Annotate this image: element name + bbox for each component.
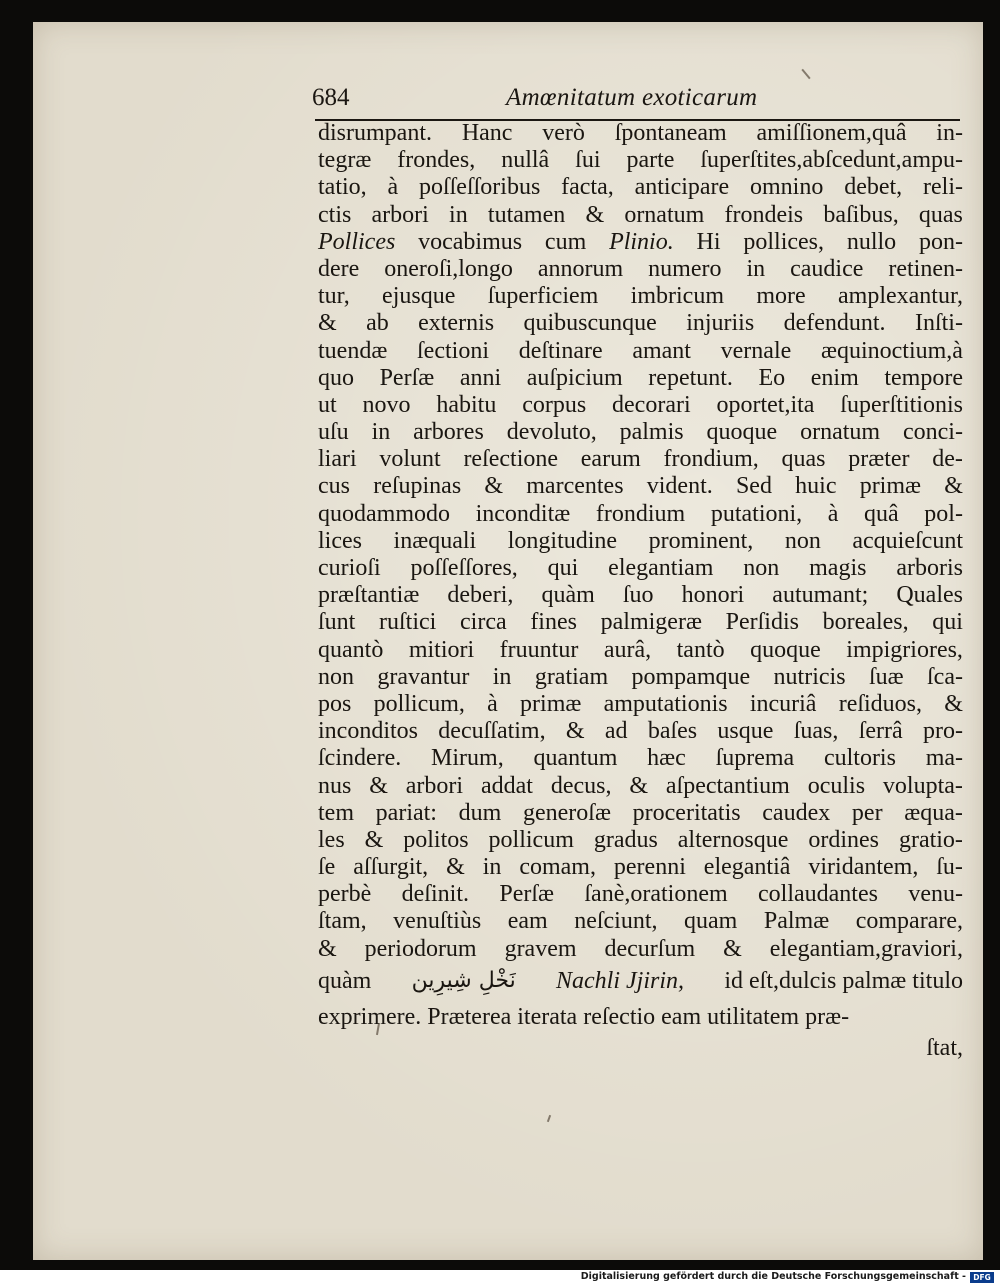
word: neſciunt,: [574, 908, 658, 935]
text-line: [318, 582, 963, 609]
word: defendunt.: [783, 310, 886, 337]
word: more: [756, 283, 806, 310]
word: retinen-: [888, 255, 963, 282]
word: externis: [418, 310, 495, 337]
word: ab: [366, 310, 389, 337]
word: primæ: [520, 690, 582, 717]
word: pariat:: [375, 799, 437, 826]
word: habitu: [436, 391, 497, 418]
word: autumant;: [772, 582, 869, 609]
word: amputationis: [603, 690, 728, 717]
word: imbricum: [630, 283, 724, 310]
word: à: [827, 500, 839, 527]
word: repetunt.: [648, 364, 733, 391]
word: ſpontaneam: [614, 120, 727, 146]
word: volunt: [379, 446, 441, 473]
word: debet,: [844, 174, 903, 201]
text-line-last: exprimere. Præterea iterata reſectio eam utilitatem præ-: [318, 1003, 850, 1030]
word: arbori: [371, 201, 429, 228]
text-line: [318, 827, 963, 854]
word: comam,: [519, 854, 596, 881]
text-line: [318, 637, 963, 664]
word: frondium: [595, 500, 686, 527]
word: caudice: [790, 255, 864, 282]
word: ſuæ: [868, 663, 904, 690]
word: quantò: [318, 636, 384, 663]
word: non: [743, 555, 780, 581]
word: Perſæ: [379, 364, 435, 391]
word: circa: [460, 609, 507, 636]
word: &: [369, 772, 388, 799]
word: quantum: [533, 745, 618, 772]
word: elegantiam,graviori,: [769, 935, 963, 962]
text-line: [318, 338, 963, 365]
word: inæquali: [393, 527, 477, 554]
word: ctis: [318, 201, 352, 228]
text-line: [318, 310, 963, 337]
word: quibuscunque: [523, 310, 657, 337]
word: acquieſcunt: [852, 527, 963, 554]
word: boreales,: [822, 609, 909, 636]
word: primæ: [859, 473, 922, 500]
word: Mirum,: [431, 745, 504, 772]
paper-speck: [801, 69, 810, 79]
text-line: [318, 174, 963, 201]
word: arbori: [405, 772, 464, 799]
word: &: [446, 854, 465, 881]
word: poſſeſſores,: [410, 555, 518, 581]
word: gravantur: [377, 663, 470, 690]
word: perbè: [318, 881, 372, 908]
word: collaudantes: [758, 881, 878, 908]
word: ſunt: [318, 609, 356, 636]
word: oculis: [807, 772, 866, 799]
word: præter: [848, 446, 910, 473]
word: lices: [318, 527, 362, 554]
word: arbores: [413, 419, 484, 446]
word: anticipare: [634, 174, 730, 201]
text-line: [318, 147, 963, 174]
word: pompamque: [631, 663, 751, 690]
word: prominent,: [648, 527, 754, 554]
word: frondeis: [724, 201, 804, 228]
text-line: [318, 392, 963, 419]
word: disrumpant.: [318, 120, 432, 146]
word: dere: [318, 255, 360, 282]
word: volupta-: [882, 772, 963, 799]
word: proceritatis: [632, 799, 741, 826]
word: palmigeræ: [600, 609, 702, 636]
word: uſu: [318, 419, 349, 446]
word: pollicum,: [373, 690, 465, 717]
word: ſuperſtitionis: [840, 391, 963, 418]
word: baſibus,: [823, 201, 899, 228]
word: gravem: [504, 935, 577, 962]
word: periodorum: [364, 935, 477, 962]
word: reſupinas: [373, 473, 462, 500]
word: &: [629, 772, 649, 799]
word: honori: [681, 582, 745, 609]
word: æquinoctium,à: [820, 337, 963, 364]
word: ſuas,: [793, 718, 839, 745]
word: Plinio.: [609, 228, 674, 255]
word: quodammodo: [318, 500, 450, 527]
word: conci-: [902, 419, 963, 446]
page-header-title: Amœnitatum exoticarum: [506, 84, 758, 111]
word: in: [492, 663, 512, 690]
word: quoque: [706, 419, 778, 446]
word: viridantem,: [808, 854, 919, 881]
word: qui: [547, 555, 579, 581]
word: generoſæ: [523, 799, 611, 826]
word: præſtantiæ: [318, 582, 420, 609]
word: Quales: [896, 582, 963, 609]
word: venu-: [908, 881, 963, 908]
word: qui: [932, 609, 963, 636]
word: huic: [795, 473, 837, 500]
text-line: [318, 555, 963, 582]
text-line-arabic: [318, 963, 963, 999]
word: tuendæ: [318, 337, 388, 364]
word: frondes,: [397, 147, 476, 174]
word: putationi,: [710, 500, 803, 527]
word: novo: [362, 391, 411, 418]
word: impigriores,: [846, 636, 963, 663]
text-line: [318, 936, 963, 963]
word: quoque: [750, 636, 821, 663]
word: per: [851, 799, 883, 826]
word: aſpectantium: [665, 772, 790, 799]
word: in: [449, 201, 468, 228]
word: pollices,: [743, 228, 825, 255]
word: pro-: [922, 718, 963, 745]
word: ſcindere.: [318, 745, 402, 772]
word: ornatum: [800, 419, 881, 446]
word: ornatum: [624, 201, 705, 228]
word: &: [318, 935, 337, 962]
word: quàm: [541, 582, 595, 609]
word: amplexantur,: [838, 283, 963, 310]
word: politos: [403, 826, 469, 853]
word: gradus: [593, 826, 658, 853]
word: in-: [936, 120, 963, 146]
text-line: [318, 881, 963, 908]
word: ſuprema: [715, 745, 795, 772]
word: longitudine: [507, 527, 618, 554]
word: æqua-: [904, 799, 963, 826]
word: in: [746, 255, 766, 282]
word: Hanc: [461, 120, 513, 146]
word: Sed: [735, 473, 772, 500]
word: &: [585, 201, 605, 228]
word: &: [944, 473, 963, 500]
word: tempore: [884, 364, 963, 391]
word: poſſeſſoribus: [418, 174, 541, 201]
word: vocabimus: [418, 228, 523, 255]
arabic-phrase: نَخْلِ شِيرِين: [411, 967, 516, 993]
word: venuſtiùs: [393, 908, 482, 935]
word: tatio,: [318, 174, 367, 201]
word: facta,: [561, 174, 614, 201]
text-line: [318, 854, 963, 881]
text-line: [318, 718, 963, 745]
word: &: [364, 826, 384, 853]
text-line: [318, 202, 963, 229]
word: frondium,: [663, 446, 759, 473]
word: Eo: [758, 364, 786, 391]
word: omnino: [750, 174, 824, 201]
word: deſtinare: [518, 337, 603, 364]
word: devoluto,: [506, 419, 597, 446]
word: nutricis: [773, 663, 846, 690]
word: curioſi: [318, 555, 381, 581]
word: ad: [604, 718, 628, 745]
text-line: [318, 120, 963, 147]
word: decus,: [550, 772, 612, 799]
running-head: [312, 84, 962, 120]
word: auſpicium: [526, 364, 623, 391]
word: reſectione: [463, 446, 559, 473]
text-line: [318, 473, 963, 500]
word: deſinit.: [401, 881, 469, 908]
word: quâ: [864, 500, 899, 527]
text-line: [318, 501, 963, 528]
text-line: [318, 800, 963, 827]
word: ſe: [318, 854, 336, 881]
word: ruſtici: [379, 609, 437, 636]
text-line: [318, 446, 963, 473]
word: perenni: [613, 854, 686, 881]
word: nus: [318, 772, 352, 799]
word: Pollices: [318, 228, 396, 255]
word: elegantiam: [608, 555, 714, 581]
word: magis: [809, 555, 867, 581]
word: gratio-: [898, 826, 963, 853]
word: &: [565, 718, 585, 745]
word: eam: [507, 908, 548, 935]
word: arboris: [896, 555, 963, 581]
word: palmis: [619, 419, 684, 446]
word: numero: [648, 255, 722, 282]
word: non: [784, 527, 821, 554]
word: deberi,: [447, 582, 514, 609]
word: ſca-: [927, 663, 963, 690]
word: quàm: [318, 967, 372, 994]
word: anni: [459, 364, 502, 391]
word: Perſidis: [725, 609, 799, 636]
word: tem: [318, 799, 354, 826]
word: Palmæ: [763, 908, 830, 935]
word: &: [318, 310, 337, 337]
word: cus: [318, 473, 350, 500]
word: reſiduos,: [838, 690, 923, 717]
word: inconditos: [318, 718, 418, 745]
word: injuriis: [686, 310, 755, 337]
word: ſanè,orationem: [584, 881, 728, 908]
word: quas: [918, 201, 963, 228]
word: comparare,: [855, 908, 963, 935]
word: ordines: [808, 826, 879, 853]
word: les: [318, 826, 345, 853]
word: aſſurgit,: [353, 854, 429, 881]
text-line: [318, 609, 963, 636]
word: vernale: [720, 337, 792, 364]
word: tantò: [676, 636, 725, 663]
word: de-: [932, 446, 963, 473]
word: &: [944, 690, 963, 717]
word: oneroſi,longo: [384, 255, 513, 282]
text-line: [318, 419, 963, 446]
text-line: [318, 528, 963, 555]
word: fines: [530, 609, 577, 636]
word: corpus: [522, 391, 587, 418]
word: cultoris: [823, 745, 896, 772]
word: nullâ: [501, 147, 550, 174]
word: inconditæ: [475, 500, 571, 527]
word: tutamen: [487, 201, 566, 228]
word: enim: [810, 364, 859, 391]
word: non: [318, 663, 354, 690]
word: baſes: [647, 718, 698, 745]
word: amiſſionem,quâ: [756, 120, 907, 146]
word: decorari: [612, 391, 691, 418]
word: dum: [458, 799, 502, 826]
text-line: [318, 745, 963, 772]
word: ſui: [575, 147, 601, 174]
page-number: 684: [312, 84, 350, 111]
word: nullo: [846, 228, 897, 255]
dfg-logo: DFG: [970, 1272, 994, 1283]
word: Inſti-: [914, 310, 963, 337]
word: in: [371, 419, 391, 446]
word: annorum: [537, 255, 624, 282]
paper-speck: [547, 1115, 551, 1122]
word: decuſſatim,: [438, 718, 546, 745]
word: ſuperficiem: [487, 283, 599, 310]
word: ſectioni: [417, 337, 489, 364]
word: addat: [480, 772, 533, 799]
word: pol-: [924, 500, 963, 527]
word: gratiam: [534, 663, 609, 690]
word: incuriâ: [749, 690, 817, 717]
transliteration: Nachli Jjirin,: [556, 967, 685, 994]
text-line: [318, 229, 963, 256]
text-line: [318, 908, 963, 935]
word: &: [723, 935, 742, 962]
word: tur,: [318, 283, 350, 310]
word: quas: [781, 446, 826, 473]
word: cum: [544, 228, 587, 255]
text-line: [318, 664, 963, 691]
word: ſuperſtites,abſcedunt,ampu-: [700, 147, 963, 174]
word: elegantiâ: [703, 854, 791, 881]
word: à: [387, 174, 399, 201]
word: pon-: [918, 228, 963, 255]
body-text: [318, 120, 963, 1062]
word: &: [484, 473, 504, 500]
word: pollicum: [488, 826, 574, 853]
word: liari: [318, 446, 357, 473]
word: reli-: [923, 174, 963, 201]
text-line: [318, 256, 963, 283]
word: vident.: [646, 473, 713, 500]
word: in: [482, 854, 502, 881]
word: tegræ: [318, 147, 372, 174]
catchword: ſtat,: [926, 1034, 963, 1061]
word: à: [487, 690, 498, 717]
footer-credit: Digitalisierung gefördert durch die Deutsche Forschungsgemeinschaft -: [580, 1271, 966, 1282]
word: Hi: [696, 228, 721, 255]
text-line: [318, 691, 963, 718]
word: ſuo: [622, 582, 654, 609]
text-line: [318, 365, 963, 392]
word: fruuntur: [499, 636, 579, 663]
word: parte: [626, 147, 675, 174]
word: marcentes: [526, 473, 624, 500]
text-line: [318, 773, 963, 800]
word: earum: [580, 446, 641, 473]
text-line: [318, 283, 963, 310]
word: mitiori: [408, 636, 475, 663]
word: ſtam,: [318, 908, 367, 935]
word: alternosque: [677, 826, 789, 853]
word: usque: [717, 718, 774, 745]
word: ſerrâ: [858, 718, 903, 745]
word: amant: [632, 337, 691, 364]
word: ejusque: [382, 283, 456, 310]
word: quam: [684, 908, 738, 935]
word: ut: [318, 391, 337, 418]
word: Perſæ: [499, 881, 555, 908]
word: pos: [318, 690, 352, 717]
word: quo: [318, 364, 354, 391]
word: hæc: [647, 745, 686, 772]
word: ma-: [925, 745, 963, 772]
word: oportet,ita: [716, 391, 815, 418]
word: caudex: [762, 799, 831, 826]
phrase: id eſt,dulcis palmæ titulo: [724, 967, 963, 994]
catchword-line: [318, 1035, 963, 1062]
word: verò: [542, 120, 585, 146]
word: decurſum: [604, 935, 696, 962]
word: aurâ,: [603, 636, 652, 663]
word: ſu-: [936, 854, 963, 881]
